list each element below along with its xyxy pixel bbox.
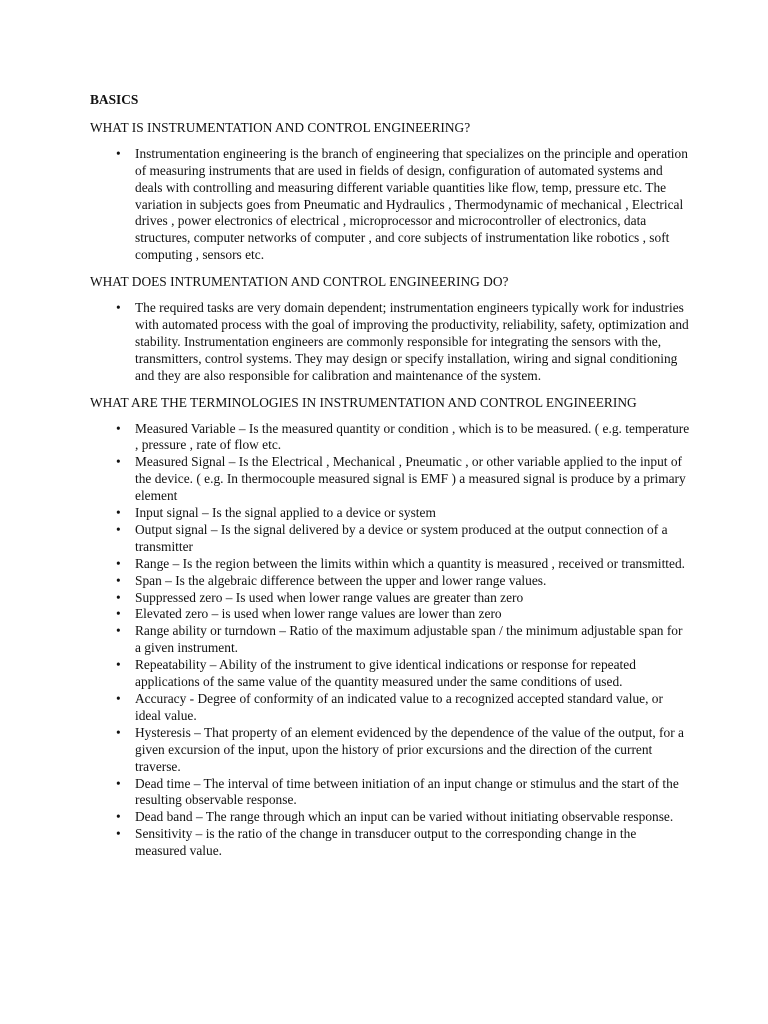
bullet-icon: • [116, 521, 121, 537]
bullet-icon: • [116, 606, 121, 622]
term-label: Accuracy [135, 691, 187, 706]
term-definition: – That property of an element evidenced by the dependence of the value of the output, for a given excursion of the input, upon the history of prior excursions and the direction of the current traverse. [135, 724, 684, 774]
term-label: Sensitivity [135, 826, 193, 842]
list-item [90, 725, 690, 776]
term-definition: – Ability of the instrument to give identical indications or response for repeated applications of the same value of the quantity measured under the same conditions of used. [135, 657, 636, 690]
list-item [90, 146, 690, 264]
term-definition: – Is the Electrical , Mechanical , Pneumatic , or other variable applied to the input of the device. ( e.g. In thermocouple measured signal is EMF ) a measured signal is produce by a primary element [135, 454, 686, 504]
list-item [90, 454, 690, 505]
term-label: Output signal [135, 521, 208, 537]
list-item [90, 522, 690, 556]
term-definition: - Degree of conformity of an indicated value to a recognized accepted standard value, or ideal value. [135, 691, 663, 723]
bullet-icon: • [116, 775, 121, 791]
term-definition: – is used when lower range values are lower than zero [208, 606, 502, 622]
bullet-icon: • [116, 454, 121, 470]
list-item [90, 826, 690, 860]
list-item [90, 809, 690, 826]
bullet-icon: • [116, 724, 121, 740]
bullet-icon: • [116, 555, 121, 571]
bullet-icon: • [116, 809, 121, 825]
term-label: Repeatability [135, 657, 207, 673]
section-heading-what-is: WHAT IS INSTRUMENTATION AND CONTROL ENGINEERING? [90, 119, 471, 135]
list-item [90, 590, 690, 607]
section-heading-what-does: WHAT DOES INTRUMENTATION AND CONTROL ENGINEERING DO? [90, 274, 509, 290]
bullet-icon: • [116, 420, 121, 436]
list-item-text: Instrumentation engineering is the branch of engineering that specializes on the principle and operation of measuring instruments that are used in fields of design, configuration of automated systems and deals with controlling and measuring different variable quantities like flow, temp, pressure etc. The variation in subjects goes from Pneumatic and Hydraulics , Thermodynamic of mechanical , Electrical drives , power electronics of electrical , microprocessor and microcontroller of electronics, data structures, computer networks of computer , and core subjects of instrumentation like robotics , soft computing , sensors etc. [135, 145, 688, 263]
term-definition: – Ratio of the maximum adjustable span / the minimum adjustable span for a given instrument. [135, 623, 683, 656]
list-item [90, 606, 690, 623]
bullet-icon: • [116, 657, 121, 673]
bullet-icon: • [116, 145, 121, 161]
list-item [90, 657, 690, 691]
term-definition: – The interval of time between initiation of an input change or stimulus and the start of the resulting observable response. [135, 775, 679, 808]
bullet-icon: • [116, 623, 121, 639]
term-definition: – Is the signal applied to a device or system [198, 505, 436, 521]
bullet-icon: • [116, 589, 121, 605]
section-list-what-does [90, 300, 690, 385]
list-item [90, 421, 690, 455]
term-label: Suppressed zero [135, 589, 223, 605]
document-title: BASICS [90, 92, 139, 107]
list-item-text: The required tasks are very domain dependent; instrumentation engineers typically work for industries with automated process with the goal of improving the productivity, reliability, safety, optimization and stability. Instrumentation engineers are commonly responsible for integrating the sensors with the, transmitters, control systems. They may design or specify installation, wiring and signal conditioning and they are also responsible for calibration and maintenance of the system. [135, 300, 689, 383]
list-item [90, 691, 690, 725]
term-label: Hysteresis [135, 724, 191, 740]
term-label: Dead band [135, 809, 193, 825]
section-list-what-is [90, 146, 690, 264]
bullet-icon: • [116, 572, 121, 588]
term-definition: – Is the algebraic difference between the upper and lower range values. [161, 572, 547, 588]
term-definition: – Is the measured quantity or condition , which is to be measured. ( e.g. temperature , pressure , rate of flow etc. [135, 420, 690, 453]
term-definition: – Is the region between the limits within which a quantity is measured , received or transmitted. [169, 555, 685, 571]
section-heading-terminologies: WHAT ARE THE TERMINOLOGIES IN INSTRUMENTATION AND CONTROL ENGINEERING [90, 394, 637, 410]
list-item [90, 573, 690, 590]
bullet-icon: • [116, 691, 121, 706]
document-page [90, 92, 690, 870]
list-item [90, 623, 690, 657]
term-label: Span [135, 572, 162, 588]
bullet-icon: • [116, 505, 121, 521]
bullet-icon: • [116, 300, 121, 316]
term-label: Measured Variable [135, 420, 236, 436]
term-label: Range [135, 555, 170, 571]
term-label: Range ability or turndown [135, 623, 276, 639]
term-definition: – is the ratio of the change in transducer output to the corresponding change in the measured value. [135, 826, 637, 859]
list-item [90, 556, 690, 573]
term-definition: – Is the signal delivered by a device or system produced at the output connection of a transmitter [135, 521, 668, 554]
term-definition: – The range through which an input can be varied without initiating observable response. [192, 809, 674, 825]
list-item [90, 300, 690, 385]
term-label: Dead time [135, 775, 191, 791]
term-label: Input signal [135, 505, 199, 521]
list-item [90, 776, 690, 810]
term-label: Elevated zero [135, 606, 209, 622]
term-label: Measured Signal [135, 454, 226, 470]
section-list-terminologies [90, 421, 690, 861]
term-definition: – Is used when lower range values are greater than zero [222, 589, 524, 605]
list-item [90, 505, 690, 522]
bullet-icon: • [116, 826, 121, 842]
